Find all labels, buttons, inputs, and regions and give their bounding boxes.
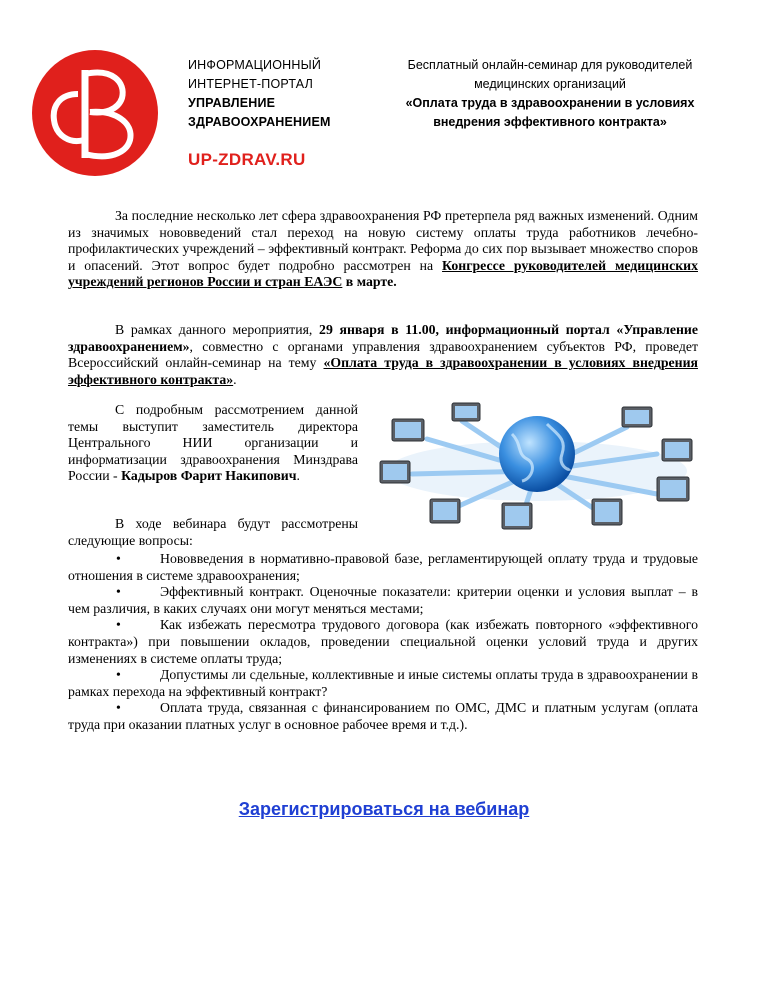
list-item-text: Как избежать пересмотра трудового договора (как избежать повторного «эффективного контракта») при повышении окладов, проведении специальной оценки условий труда и других изменениях в системе оплаты труда;: [68, 617, 698, 666]
list-item: [68, 667, 698, 700]
intro-end: в марте.: [342, 274, 397, 290]
seminar-line: Бесплатный онлайн-семинар для руководителей: [407, 58, 693, 72]
list-item: [68, 551, 698, 584]
speaker-paragraph: [68, 402, 358, 485]
site-url[interactable]: UP-ZDRAV.RU: [188, 150, 306, 169]
speaker-end: .: [296, 468, 300, 484]
speaker-name: Кадыров Фарит Накипович: [121, 468, 297, 484]
globe-network-illustration: [372, 399, 702, 534]
list-item-text: Оплата труда, связанная с финансированием по ОМС, ДМС и платным услугам (оплата труда при оказании платных услуг в основное рабочее время и т.д.).: [68, 700, 698, 732]
seminar-heading: [380, 56, 720, 132]
event-end: .: [233, 371, 237, 387]
seminar-title-line: «Оплата труда в здравоохранении в условиях: [405, 96, 695, 110]
seminar-topic-link[interactable]: «Оплата труда в здравоохранении в условиях внедрения эффективного контракта»: [68, 355, 698, 387]
event-paragraph: [68, 322, 698, 388]
list-item-text: Нововведения в нормативно-правовой базе, регламентирующей оплату труда и трудовые отношения в системе здравоохранения;: [68, 551, 698, 583]
speaker-text: С подробным рассмотрением данной темы выступит заместитель директора Центрального НИИ организации и информатизации здравоохранения Минздрава России -: [68, 402, 358, 484]
list-item: [68, 584, 698, 617]
seminar-title-line: внедрения эффективного контракта»: [433, 115, 667, 129]
questions-intro: [68, 516, 358, 549]
event-date: 29 января в 11.00, информационный портал «Управление здравоохранением»: [68, 322, 698, 354]
list-item: [68, 700, 698, 733]
register-link[interactable]: Зарегистрироваться на вебинар: [238, 799, 530, 819]
portal-name: [188, 56, 331, 132]
event-text-b: , совместно с органами управления здравоохранением субъектов РФ, проведет Всероссийский онлайн-семинар на тему: [68, 338, 698, 371]
intro-paragraph: [68, 208, 698, 291]
event-text-a: В рамках данного мероприятия,: [115, 322, 320, 337]
portal-line: ИНТЕРНЕТ-ПОРТАЛ: [188, 77, 314, 91]
bullet-icon: •: [116, 617, 121, 633]
portal-line: УПРАВЛЕНИЕ: [188, 96, 276, 110]
list-item-text: Допустимы ли сдельные, коллективные и иные системы оплаты труда в здравоохранении в рамках перехода на эффективный контракт?: [68, 667, 698, 699]
congress-link[interactable]: Конгрессе руководителей медицинских учреждений регионов России и стран ЕАЭС: [68, 257, 698, 290]
intro-text: За последние несколько лет сфера здравоохранения РФ претерпела ряд важных изменений. Одним из значимых нововведений стал переход на новую систему оплаты труда работников лечебно-профилактических учреждений – эффективный контракт. Реформа до сих пор вызывает множество споров и опасений. Этот вопрос будет подробно рассмотрен на: [68, 208, 698, 273]
list-item: [68, 617, 698, 667]
bullet-icon: •: [116, 667, 121, 683]
portal-logo: [30, 48, 160, 178]
questions-list: [68, 551, 698, 734]
bullet-icon: •: [116, 700, 121, 716]
questions-intro-text: В ходе вебинара будут рассмотрены следующие вопросы:: [68, 516, 358, 548]
bullet-icon: •: [116, 551, 121, 566]
list-item-text: Эффективный контракт. Оценочные показатели: критерии оценки и условия выплат – в чем различия, в каких случаях они могут меняться местами;: [68, 584, 698, 616]
portal-line: ИНФОРМАЦИОННЫЙ: [188, 58, 322, 72]
bullet-icon: •: [116, 584, 121, 600]
portal-line: ЗДРАВООХРАНЕНИЕМ: [188, 115, 331, 129]
seminar-line: медицинских организаций: [474, 77, 626, 91]
